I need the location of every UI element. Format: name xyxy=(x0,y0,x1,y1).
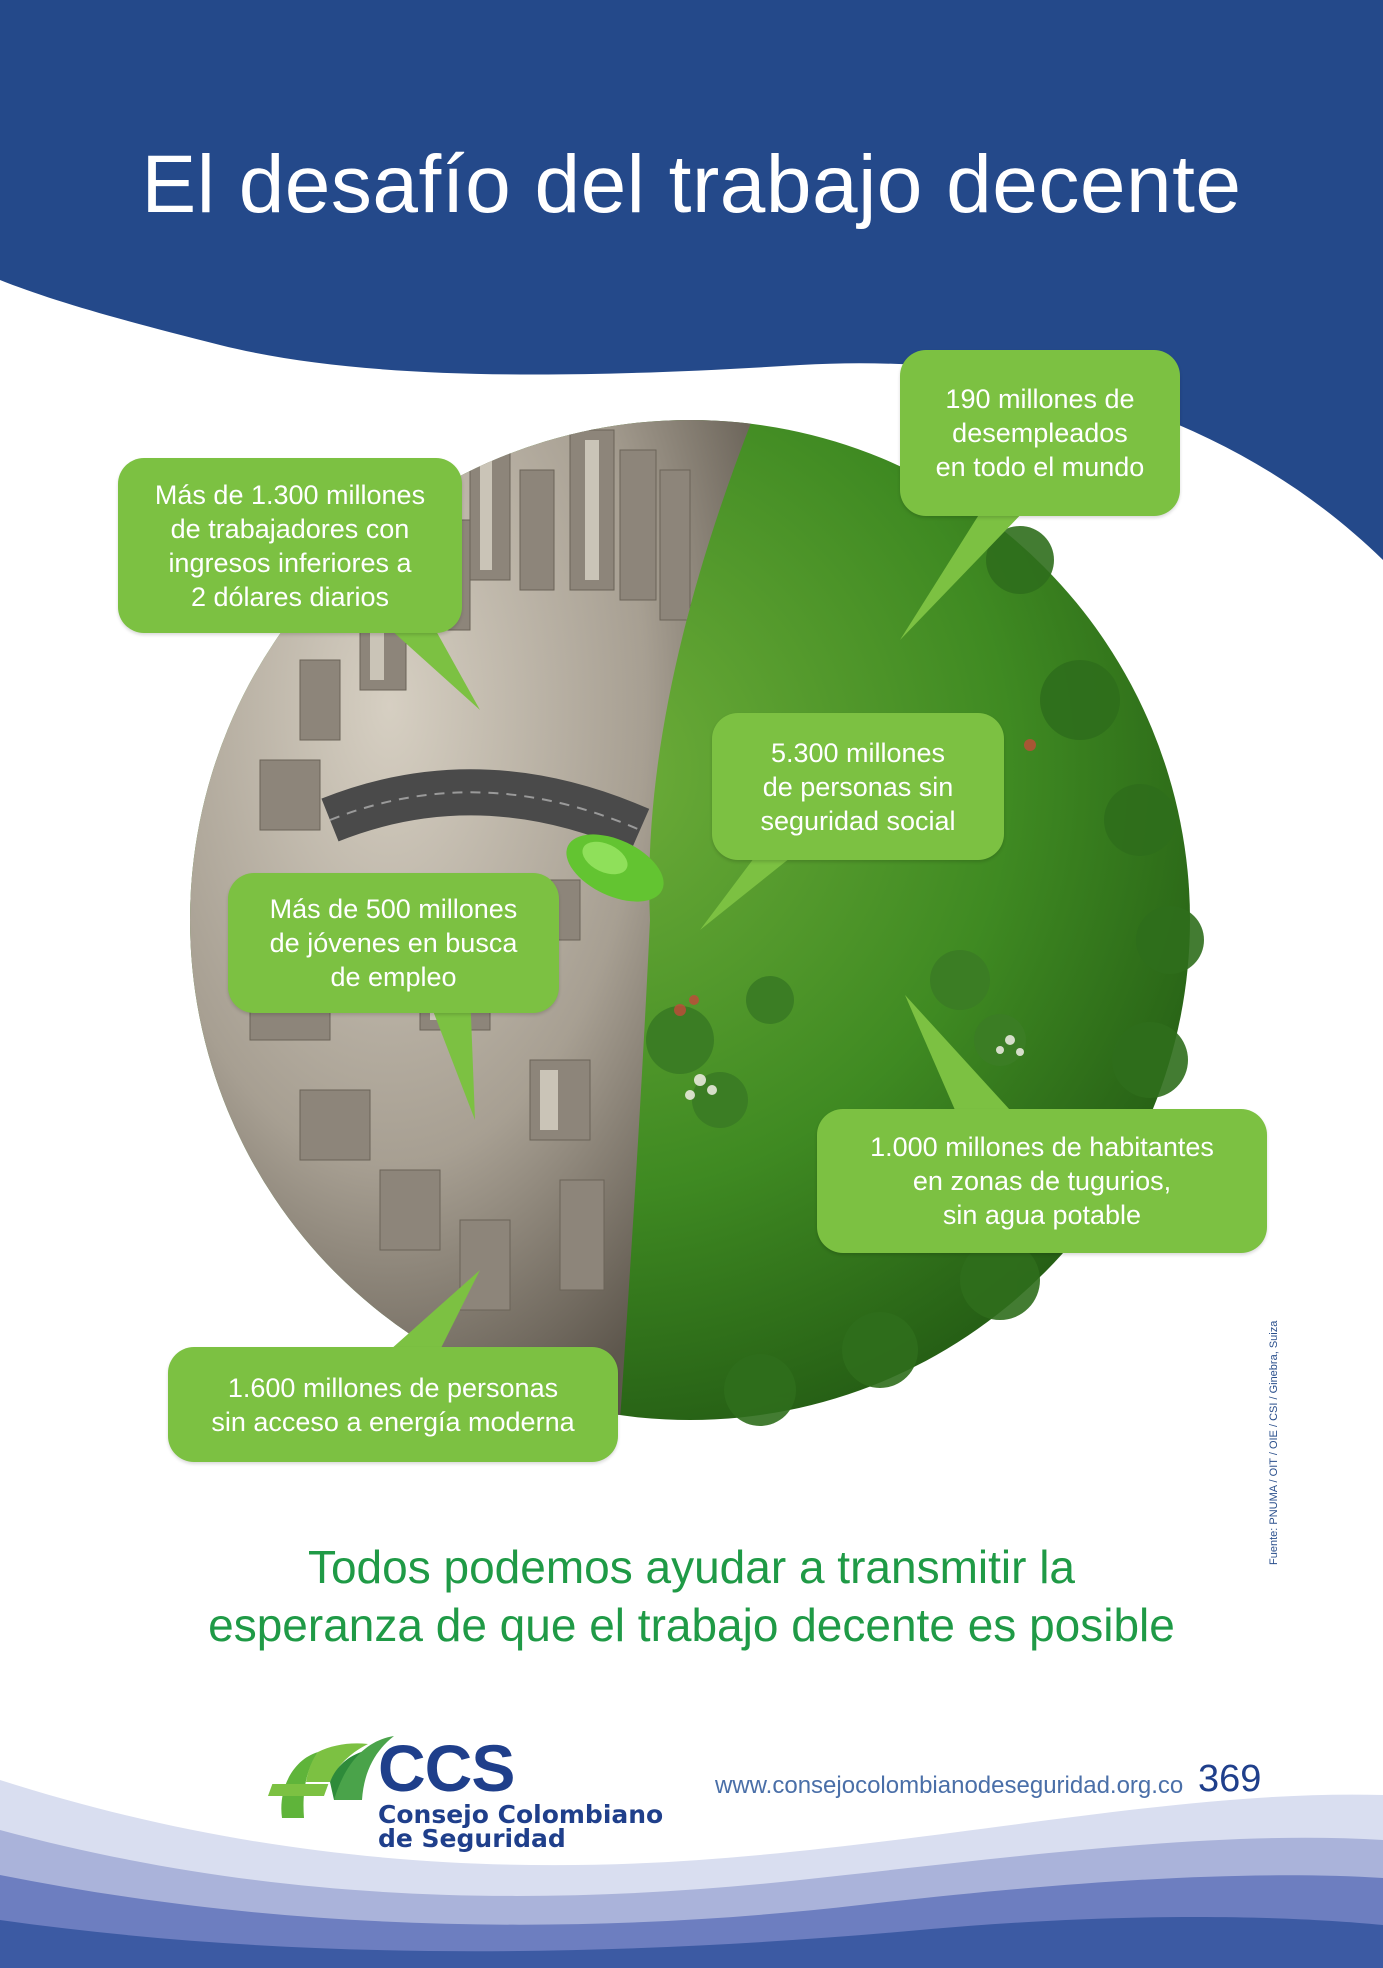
logo-name: Consejo Colombiano de Seguridad xyxy=(378,1800,664,1853)
source-note: Fuente: PNUMA / OIT / OIE / CSI / Ginebra, Suiza xyxy=(1268,1320,1280,1565)
stat-bubble-trabajadores xyxy=(118,458,462,633)
website-link[interactable]: www.consejocolombianodeseguridad.org.co xyxy=(715,1772,1184,1799)
stat-text: 1.600 millones de personas sin acceso a energía moderna xyxy=(211,1372,575,1437)
stat-bubble-seguridad xyxy=(712,713,1004,860)
stat-bubble-jovenes xyxy=(228,873,559,1013)
stat-text: 1.000 millones de habitantes en zonas de tugurios, sin agua potable xyxy=(870,1132,1214,1230)
stat-bubble-tugurios xyxy=(817,1109,1267,1253)
stat-text: Más de 1.300 millones de trabajadores con ingresos inferiores a 2 dólares diarios xyxy=(154,479,426,612)
page-title: El desafío del trabajo decente xyxy=(141,139,1242,230)
footer-waves xyxy=(0,1780,1383,1968)
stat-text: Más de 500 millones de jóvenes en busca de empleo xyxy=(269,894,518,992)
stat-bubble-energia xyxy=(168,1347,618,1462)
stat-text: 190 millones de desempleados en todo el mundo xyxy=(935,384,1145,482)
logo-acronym: CCS xyxy=(378,1731,515,1805)
tagline: Todos podemos ayudar a transmitir la esperanza de que el trabajo decente es posible xyxy=(208,1541,1175,1651)
stat-text: 5.300 millones de personas sin seguridad social xyxy=(760,737,956,836)
page-number: 369 xyxy=(1198,1758,1262,1800)
stat-bubble-desempleados xyxy=(900,350,1180,516)
ccs-logo-mark xyxy=(268,1736,394,1818)
